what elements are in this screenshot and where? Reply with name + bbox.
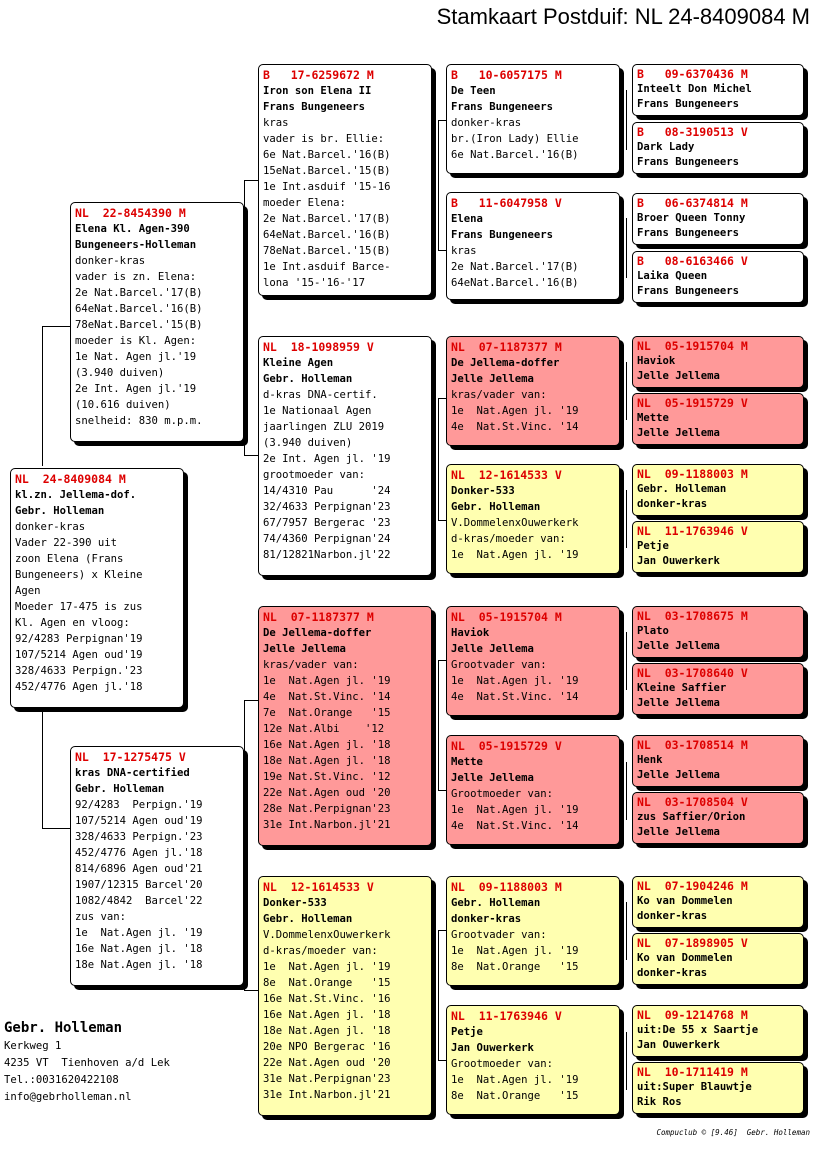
card-line: Ko van Dommelen xyxy=(637,952,733,964)
ring-number: NL 17-1275475 V xyxy=(75,750,186,764)
card-line: Jelle Jellema xyxy=(637,370,720,382)
ring-number: B 08-3190513 V xyxy=(637,125,748,139)
ring-number: NL 10-1711419 M xyxy=(637,1065,748,1079)
card-line: Gebr. Holleman xyxy=(263,913,353,925)
card-line: jaarlingen ZLU 2019 xyxy=(263,421,385,433)
ring-number: NL 05-1915729 V xyxy=(637,396,748,410)
card-line: br.(Iron Lady) Ellie xyxy=(451,133,579,145)
card-line: 19e Nat.St.Vinc. '12 xyxy=(263,771,391,783)
pedigree-card-sds[interactable] xyxy=(446,336,620,446)
card-line: donker-kras xyxy=(15,521,86,533)
connector-line xyxy=(626,1032,627,1090)
card-line: Jelle Jellema xyxy=(263,643,346,655)
card-line: De Teen xyxy=(451,85,496,97)
owner-name: Gebr. Holleman xyxy=(4,1020,123,1036)
ring-number: NL 12-1614533 V xyxy=(263,880,374,894)
card-line: vader is br. Ellie: xyxy=(263,133,385,145)
card-line: 8e Nat.Orange '15 xyxy=(263,977,391,989)
ring-number: NL 03-1708504 V xyxy=(637,795,748,809)
card-line: 8e Nat.Orange '15 xyxy=(451,961,579,973)
card-line: 107/5214 Agen oud'19 xyxy=(75,815,203,827)
card-line: 1e Nat.Agen jl. '19 xyxy=(451,945,579,957)
pedigree-card-gen4[interactable] xyxy=(632,735,804,787)
card-line: Vader 22-390 uit xyxy=(15,537,118,549)
pedigree-card-sire-sire[interactable] xyxy=(258,64,432,296)
card-line: 6e Nat.Barcel.'16(B) xyxy=(451,149,579,161)
ring-number: NL 09-1214768 M xyxy=(637,1008,748,1022)
card-line: Bungeneers-Holleman xyxy=(75,239,197,251)
ring-number: NL 24-8409084 M xyxy=(15,472,126,486)
card-line: 64eNat.Barcel.'16(B) xyxy=(75,303,203,315)
connector-line xyxy=(626,362,627,420)
connector-line xyxy=(438,398,446,399)
ring-number: B 17-6259672 M xyxy=(263,68,374,82)
card-line: 14/4310 Pau '24 xyxy=(263,485,391,497)
connector-line xyxy=(244,700,258,701)
card-line: 328/4633 Perpign.'23 xyxy=(15,665,143,677)
card-line: kras/vader van: xyxy=(451,389,547,401)
card-line: 1082/4842 Barcel'22 xyxy=(75,895,203,907)
pedigree-card-gen4[interactable] xyxy=(632,393,804,445)
card-line: donker-kras xyxy=(637,967,708,979)
card-line: Grootmoeder van: xyxy=(451,788,554,800)
card-line: d-kras/moeder van: xyxy=(263,945,378,957)
pedigree-card-gen4[interactable] xyxy=(632,606,804,658)
card-line: Frans Bungeneers xyxy=(637,285,740,297)
card-line: kras xyxy=(451,245,477,257)
connector-line xyxy=(244,700,245,760)
card-line: 28e Nat.Perpignan'23 xyxy=(263,803,391,815)
card-line: 1e Nat.Agen jl. '19 xyxy=(263,961,391,973)
card-line: 4e Nat.St.Vinc. '14 xyxy=(451,820,579,832)
card-line: Gebr. Holleman xyxy=(15,505,105,517)
connector-line xyxy=(626,90,627,150)
card-line: 92/4283 Perpignan'19 xyxy=(15,633,143,645)
card-line: 1e Nat.Agen jl. '19 xyxy=(75,927,203,939)
pedigree-card-dam[interactable] xyxy=(70,746,244,986)
connector-line xyxy=(42,326,43,466)
card-line: 64eNat.Barcel.'16(B) xyxy=(451,277,579,289)
card-line: Kleine Saffier xyxy=(637,682,727,694)
ring-number: NL 07-1187377 M xyxy=(263,610,374,624)
card-line: 15eNat.Barcel.'15(B) xyxy=(263,165,391,177)
ring-number: NL 03-1708675 M xyxy=(637,609,748,623)
card-line: 6e Nat.Barcel.'16(B) xyxy=(263,149,391,161)
connector-line xyxy=(42,828,70,829)
card-line: 8e Nat.Orange '15 xyxy=(451,1090,579,1102)
card-line: 18e Nat.Agen jl. '18 xyxy=(263,1025,391,1037)
card-line: kras DNA-certified xyxy=(75,767,190,779)
connector-line xyxy=(438,190,439,250)
card-line: 31e Int.Narbon.jl'21 xyxy=(263,819,391,831)
card-line: 16e Nat.Agen jl. '18 xyxy=(75,943,203,955)
card-line: vader is zn. Elena: xyxy=(75,271,197,283)
card-line: Kl. Agen en vloog: xyxy=(15,617,130,629)
card-line: V.DommelenxOuwerkerk xyxy=(263,929,391,941)
card-line: snelheid: 830 m.p.m. xyxy=(75,415,203,427)
card-line: 4e Nat.St.Vinc. '14 xyxy=(451,421,579,433)
card-line: 64eNat.Barcel.'16(B) xyxy=(263,229,391,241)
card-line: Moeder 17-475 is zus xyxy=(15,601,143,613)
card-line: Jelle Jellema xyxy=(637,427,720,439)
card-line: 32/4633 Perpignan'23 xyxy=(263,501,391,513)
card-line: moeder Elena: xyxy=(263,197,346,209)
card-line: 814/6896 Agen oud'21 xyxy=(75,863,203,875)
connector-line xyxy=(42,708,43,828)
card-line: 16e Nat.St.Vinc. '16 xyxy=(263,993,391,1005)
connector-line xyxy=(244,180,245,240)
pedigree-card-gen4[interactable] xyxy=(632,521,804,573)
card-line: 22e Nat.Agen oud '20 xyxy=(263,1057,391,1069)
card-line: lona '15-'16-'17 xyxy=(263,277,366,289)
card-line: Haviok xyxy=(451,627,490,639)
card-line: Ko van Dommelen xyxy=(637,895,733,907)
card-line: donker-kras xyxy=(637,910,708,922)
card-line: 81/12821Narbon.jl'22 xyxy=(263,549,391,561)
card-line: 12e Nat.Albi '12 xyxy=(263,723,385,735)
card-line: uit:Super Blauwtje xyxy=(637,1081,752,1093)
connector-line xyxy=(438,930,439,1060)
pedigree-card-dam-sire[interactable] xyxy=(258,606,432,846)
card-line: Frans Bungeneers xyxy=(451,229,554,241)
connector-line xyxy=(438,120,439,190)
card-line: Elena xyxy=(451,213,483,225)
ring-number: NL 11-1763946 V xyxy=(451,1009,562,1023)
card-line: Frans Bungeneers xyxy=(451,101,554,113)
card-line: 1e Nat. Agen jl.'19 xyxy=(75,351,197,363)
pedigree-card-gen4[interactable] xyxy=(632,933,804,985)
ring-number: NL 03-1708514 M xyxy=(637,738,748,752)
card-line: 7e Nat.Orange '15 xyxy=(263,707,391,719)
pedigree-card-gen4[interactable] xyxy=(632,122,804,174)
card-line: Dark Lady xyxy=(637,141,695,153)
card-line: d-kras/moeder van: xyxy=(451,533,566,545)
card-line: Jelle Jellema xyxy=(637,769,720,781)
card-line: 107/5214 Agen oud'19 xyxy=(15,649,143,661)
card-line: 1e Nat.Agen jl. '19 xyxy=(263,675,391,687)
card-line: Kleine Agen xyxy=(263,357,334,369)
owner-phone: Tel.:0031620422108 xyxy=(4,1074,119,1086)
connector-line xyxy=(438,790,446,791)
card-line: 1e Nat.Agen jl. '19 xyxy=(451,1074,579,1086)
connector-line xyxy=(244,455,258,456)
card-line: Jelle Jellema xyxy=(637,640,720,652)
card-line: moeder is Kl. Agen: xyxy=(75,335,197,347)
card-line: 16e Nat.Agen jl. '18 xyxy=(263,1009,391,1021)
pedigree-card-sss[interactable] xyxy=(446,64,620,174)
card-line: Gebr. Holleman xyxy=(263,373,353,385)
pedigree-card-dss[interactable] xyxy=(446,606,620,716)
card-line: 78eNat.Barcel.'15(B) xyxy=(263,245,391,257)
ring-number: NL 22-8454390 M xyxy=(75,206,186,220)
card-line: zus van: xyxy=(75,911,127,923)
owner-email[interactable]: info@gebrholleman.nl xyxy=(4,1091,132,1103)
card-line: Jelle Jellema xyxy=(451,373,534,385)
card-line: 2e Nat.Barcel.'17(B) xyxy=(75,287,203,299)
card-line: 74/4360 Perpignan'24 xyxy=(263,533,391,545)
card-line: 92/4283 Perpign.'19 xyxy=(75,799,203,811)
card-line: 1e Nat.Agen jl. '19 xyxy=(451,549,579,561)
connector-line xyxy=(244,180,258,181)
card-line: Mette xyxy=(451,756,483,768)
ring-number: B 11-6047958 V xyxy=(451,196,562,210)
card-line: Petje xyxy=(637,540,669,552)
ring-number: NL 18-1098959 V xyxy=(263,340,374,354)
pedigree-card-gen4[interactable] xyxy=(632,1005,804,1057)
card-line: Grootvader van: xyxy=(451,659,547,671)
owner-info xyxy=(4,1018,170,1106)
card-line: 2e Nat.Barcel.'17(B) xyxy=(263,213,391,225)
card-line: 2e Int. Agen jl.'19 xyxy=(75,383,197,395)
card-line: Gebr. Holleman xyxy=(451,897,541,909)
card-line: Inteelt Don Michel xyxy=(637,83,752,95)
card-line: 67/7957 Bergerac '23 xyxy=(263,517,391,529)
card-line: Iron son Elena II xyxy=(263,85,372,97)
ring-number: B 10-6057175 M xyxy=(451,68,562,82)
card-line: 78eNat.Barcel.'15(B) xyxy=(75,319,203,331)
connector-line xyxy=(42,326,70,327)
owner-address-line: Kerkweg 1 xyxy=(4,1040,62,1052)
ring-number: NL 09-1188003 M xyxy=(451,880,562,894)
card-line: Jan Ouwerkerk xyxy=(637,555,720,567)
card-line: Elena Kl. Agen-390 xyxy=(75,223,190,235)
pedigree-card-subject[interactable] xyxy=(10,468,184,708)
card-line: Gebr. Holleman xyxy=(451,501,541,513)
connector-line xyxy=(438,660,439,790)
pedigree-card-gen4[interactable] xyxy=(632,1062,804,1114)
card-line: 452/4776 Agen jl.'18 xyxy=(15,681,143,693)
card-line: 16e Nat.Agen jl. '18 xyxy=(263,739,391,751)
connector-line xyxy=(244,940,245,990)
pedigree-card-gen4[interactable] xyxy=(632,792,804,844)
ring-number: NL 07-1898905 V xyxy=(637,936,748,950)
card-line: 20e NPO Bergerac '16 xyxy=(263,1041,391,1053)
card-line: 1e Nationaal Agen xyxy=(263,405,372,417)
card-line: 18e Nat.Agen jl. '18 xyxy=(263,755,391,767)
card-line: Jelle Jellema xyxy=(451,643,534,655)
ring-number: NL 07-1904246 M xyxy=(637,879,748,893)
connector-line xyxy=(626,632,627,690)
card-line: 4e Nat.St.Vinc. '14 xyxy=(451,691,579,703)
pedigree-card-sire[interactable] xyxy=(70,202,244,442)
pedigree-card-gen4[interactable] xyxy=(632,336,804,388)
ring-number: B 06-6374814 M xyxy=(637,196,748,210)
pedigree-card-dds[interactable] xyxy=(446,876,620,986)
card-line: De Jellema-doffer xyxy=(263,627,372,639)
pedigree-card-sdd[interactable] xyxy=(446,464,620,574)
pedigree-card-sire-dam[interactable] xyxy=(258,336,432,576)
card-line: Mette xyxy=(637,412,669,424)
card-line: Henk xyxy=(637,754,663,766)
pedigree-card-gen4[interactable] xyxy=(632,663,804,715)
card-line: De Jellema-doffer xyxy=(451,357,560,369)
connector-line xyxy=(438,520,446,521)
card-line: grootmoeder van: xyxy=(263,469,366,481)
card-line: Jelle Jellema xyxy=(451,772,534,784)
card-line: donker-kras xyxy=(451,913,522,925)
ring-number: NL 05-1915704 M xyxy=(637,339,748,353)
pedigree-card-ssd[interactable] xyxy=(446,192,620,300)
card-line: Petje xyxy=(451,1026,483,1038)
ring-number: NL 05-1915729 V xyxy=(451,739,562,753)
card-line: Grootvader van: xyxy=(451,929,547,941)
pedigree-card-ddd[interactable] xyxy=(446,1005,620,1115)
card-line: 2e Int. Agen jl. '19 xyxy=(263,453,391,465)
card-line: (3.940 duiven) xyxy=(75,367,165,379)
page-title: Stamkaart Postduif: NL 24-8409084 M xyxy=(436,4,810,29)
connector-line xyxy=(626,902,627,960)
card-line: Donker-533 xyxy=(451,485,515,497)
card-line: zus Saffier/Orion xyxy=(637,811,746,823)
card-line: 22e Nat.Agen oud '20 xyxy=(263,787,391,799)
connector-line xyxy=(438,930,446,931)
pedigree-card-dam-dam[interactable] xyxy=(258,876,432,1116)
card-line: Gebr. Holleman xyxy=(637,483,727,495)
connector-line xyxy=(438,120,446,121)
connector-line xyxy=(438,660,446,661)
card-line: Plato xyxy=(637,625,669,637)
connector-line xyxy=(244,990,258,991)
card-line: Agen xyxy=(15,585,41,597)
card-line: (10.616 duiven) xyxy=(75,399,171,411)
card-line: 1e Nat.Agen jl. '19 xyxy=(451,804,579,816)
card-line: Frans Bungeneers xyxy=(637,227,740,239)
card-line: donker-kras xyxy=(75,255,146,267)
card-line: d-kras DNA-certif. xyxy=(263,389,378,401)
pedigree-card-gen4[interactable] xyxy=(632,64,804,116)
pedigree-card-gen4[interactable] xyxy=(632,876,804,928)
pedigree-card-gen4[interactable] xyxy=(632,464,804,516)
card-line: 328/4633 Perpign.'23 xyxy=(75,831,203,843)
card-line: kras/vader van: xyxy=(263,659,359,671)
card-line: Broer Queen Tonny xyxy=(637,212,746,224)
card-line: 2e Nat.Barcel.'17(B) xyxy=(451,261,579,273)
card-line: Gebr. Holleman xyxy=(75,783,165,795)
ring-number: NL 05-1915704 M xyxy=(451,610,562,624)
card-line: V.DommelenxOuwerkerk xyxy=(451,517,579,529)
connector-line xyxy=(626,218,627,278)
card-line: (3.940 duiven) xyxy=(263,437,353,449)
card-line: 452/4776 Agen jl.'18 xyxy=(75,847,203,859)
card-line: 1e Int.asduif '15-16 xyxy=(263,181,391,193)
pedigree-card-dsd[interactable] xyxy=(446,735,620,845)
card-line: Grootmoeder van: xyxy=(451,1058,554,1070)
ring-number: NL 12-1614533 V xyxy=(451,468,562,482)
card-line: Rik Ros xyxy=(637,1096,682,1108)
connector-line xyxy=(438,1060,446,1061)
card-line: 1e Nat.Agen jl. '19 xyxy=(451,405,579,417)
card-line: Laika Queen xyxy=(637,270,708,282)
ring-number: NL 09-1188003 M xyxy=(637,467,748,481)
ring-number: NL 03-1708640 V xyxy=(637,666,748,680)
connector-line xyxy=(438,398,439,520)
card-line: Jan Ouwerkerk xyxy=(637,1039,720,1051)
connector-line xyxy=(626,762,627,820)
card-line: 4e Nat.St.Vinc. '14 xyxy=(263,691,391,703)
connector-line xyxy=(244,400,245,455)
card-line: kl.zn. Jellema-dof. xyxy=(15,489,137,501)
footer-credit: Compuclub © [9.46] Gebr. Holleman xyxy=(656,1128,810,1137)
card-line: Haviok xyxy=(637,355,676,367)
ring-number: NL 11-1763946 V xyxy=(637,524,748,538)
card-line: donker-kras xyxy=(637,498,708,510)
pedigree-card-gen4[interactable] xyxy=(632,251,804,303)
card-line: 1e Int.asduif Barce- xyxy=(263,261,391,273)
card-line: Jelle Jellema xyxy=(637,697,720,709)
card-line: Jan Ouwerkerk xyxy=(451,1042,534,1054)
card-line: 18e Nat.Agen jl. '18 xyxy=(75,959,203,971)
card-line: Jelle Jellema xyxy=(637,826,720,838)
card-line: 1e Nat.Agen jl. '19 xyxy=(451,675,579,687)
card-line: 31e Int.Narbon.jl'21 xyxy=(263,1089,391,1101)
card-line: donker-kras xyxy=(451,117,522,129)
ring-number: NL 07-1187377 M xyxy=(451,340,562,354)
card-line: zoon Elena (Frans xyxy=(15,553,124,565)
card-line: 31e Nat.Perpignan'23 xyxy=(263,1073,391,1085)
card-line: Donker-533 xyxy=(263,897,327,909)
card-line: Frans Bungeneers xyxy=(637,156,740,168)
card-line: uit:De 55 x Saartje xyxy=(637,1024,759,1036)
card-line: 1907/12315 Barcel'20 xyxy=(75,879,203,891)
card-line: kras xyxy=(263,117,289,129)
connector-line xyxy=(626,490,627,548)
card-line: Frans Bungeneers xyxy=(263,101,366,113)
connector-line xyxy=(438,250,446,251)
ring-number: B 09-6370436 M xyxy=(637,67,748,81)
owner-address-line: 4235 VT Tienhoven a/d Lek xyxy=(4,1057,170,1069)
card-line: Bungeneers) x Kleine xyxy=(15,569,143,581)
card-line: Frans Bungeneers xyxy=(637,98,740,110)
ring-number: B 08-6163466 V xyxy=(637,254,748,268)
pedigree-card-gen4[interactable] xyxy=(632,193,804,245)
